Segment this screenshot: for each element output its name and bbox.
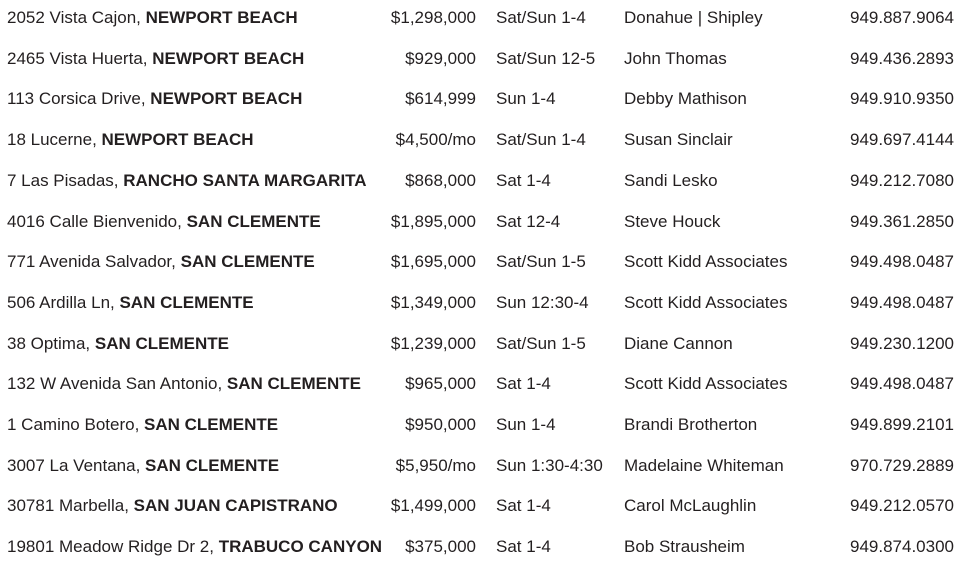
listing-price: $1,298,000 xyxy=(390,8,476,27)
city-name: SAN CLEMENTE xyxy=(119,292,254,312)
open-house-hours: Sat/Sun 1-5 xyxy=(496,252,586,272)
listing-address xyxy=(7,0,298,38)
agent-name: Diane Cannon xyxy=(624,333,733,353)
city-name: SAN JUAN CAPISTRANO xyxy=(133,496,338,516)
agent-name: Carol McLaughlin xyxy=(624,496,757,516)
listing-address xyxy=(7,161,367,201)
listing-address xyxy=(7,283,254,323)
city-name: SAN CLEMENTE xyxy=(186,211,321,231)
street-address: 30781 Marbella, xyxy=(7,496,134,516)
city-name: NEWPORT BEACH xyxy=(145,8,298,27)
agent-name: Steve Houck xyxy=(624,211,721,231)
open-house-hours: Sat 1-4 xyxy=(496,374,551,394)
agent-phone: 949.212.7080 xyxy=(850,170,954,190)
agent-name: Brandi Brotherton xyxy=(624,415,758,434)
open-house-hours: Sat 12-4 xyxy=(496,211,561,231)
listing-row xyxy=(0,202,972,242)
agent-name: Scott Kidd Associates xyxy=(624,252,788,272)
listing-address xyxy=(7,242,315,282)
agent-phone: 949.899.2101 xyxy=(850,415,954,434)
open-house-hours: Sun 1-4 xyxy=(496,415,556,434)
agent-phone: 949.436.2893 xyxy=(850,48,954,68)
agent-name: Sandi Lesko xyxy=(624,170,718,190)
listing-address xyxy=(7,79,302,119)
city-name: NEWPORT BEACH xyxy=(101,130,254,150)
street-address: 506 Ardilla Ln, xyxy=(7,292,120,312)
agent-name: John Thomas xyxy=(624,48,727,68)
street-address: 38 Optima, xyxy=(7,333,95,353)
street-address: 771 Avenida Salvador, xyxy=(7,252,181,272)
listing-address xyxy=(7,202,321,242)
city-name: SAN CLEMENTE xyxy=(145,455,280,475)
city-name: SAN CLEMENTE xyxy=(226,374,362,394)
agent-phone: 949.230.1200 xyxy=(850,333,954,353)
listing-row xyxy=(0,242,972,282)
open-house-hours: Sat 1-4 xyxy=(496,537,551,557)
listing-row xyxy=(0,283,972,323)
open-house-hours: Sat 1-4 xyxy=(496,170,551,190)
listing-address xyxy=(7,324,229,364)
city-name: SAN CLEMENTE xyxy=(94,333,229,353)
listing-row xyxy=(0,0,972,38)
agent-name: Donahue | Shipley xyxy=(624,8,763,27)
listing-row xyxy=(0,324,972,364)
listing-price: $1,349,000 xyxy=(390,292,476,312)
listing-price: $1,895,000 xyxy=(390,211,476,231)
city-name: NEWPORT BEACH xyxy=(152,48,305,68)
listing-price: $868,000 xyxy=(405,170,476,190)
listing-price: $950,000 xyxy=(405,415,476,434)
listing-price: $4,500/mo xyxy=(395,130,476,150)
street-address: 1 Camino Botero, xyxy=(7,415,145,434)
open-house-hours: Sun 1-4 xyxy=(496,89,556,109)
street-address: 18 Lucerne, xyxy=(7,130,102,150)
agent-name: Bob Strausheim xyxy=(624,537,745,557)
street-address: 113 Corsica Drive, xyxy=(7,89,151,109)
listing-row xyxy=(0,120,972,160)
listing-price: $1,239,000 xyxy=(390,333,476,353)
listing-row xyxy=(0,161,972,201)
city-name: SAN CLEMENTE xyxy=(180,252,315,272)
agent-name: Scott Kidd Associates xyxy=(624,292,788,312)
agent-phone: 949.910.9350 xyxy=(850,89,954,109)
open-house-hours: Sat 1-4 xyxy=(496,496,551,516)
street-address: 19801 Meadow Ridge Dr 2, xyxy=(7,537,219,557)
city-name: TRABUCO CANYON xyxy=(218,537,383,557)
city-name: NEWPORT BEACH xyxy=(150,89,303,109)
listing-address xyxy=(7,364,361,404)
open-house-hours: Sat/Sun 1-5 xyxy=(496,333,586,353)
listing-price: $1,499,000 xyxy=(390,496,476,516)
listing-price: $965,000 xyxy=(405,374,476,394)
listing-row xyxy=(0,364,972,404)
agent-phone: 949.874.0300 xyxy=(850,537,954,557)
listing-address xyxy=(7,486,338,526)
listing-row xyxy=(0,527,972,567)
city-name: RANCHO SANTA MARGARITA xyxy=(123,170,367,190)
listing-price: $614,999 xyxy=(405,89,476,109)
open-house-hours: Sat/Sun 1-4 xyxy=(496,8,586,27)
agent-phone: 949.498.0487 xyxy=(850,252,954,272)
agent-phone: 949.887.9064 xyxy=(850,8,954,27)
listing-price: $5,950/mo xyxy=(395,455,476,475)
listing-address xyxy=(7,527,382,567)
agent-phone: 949.697.4144 xyxy=(850,130,954,150)
listing-row xyxy=(0,446,972,486)
agent-name: Madelaine Whiteman xyxy=(624,455,784,475)
listing-address xyxy=(7,120,254,160)
listing-address xyxy=(7,405,278,445)
open-house-hours: Sun 12:30-4 xyxy=(496,292,589,312)
listing-row xyxy=(0,39,972,79)
city-name: SAN CLEMENTE xyxy=(144,415,279,434)
listing-row xyxy=(0,486,972,526)
listing-price: $1,695,000 xyxy=(390,252,476,272)
agent-name: Scott Kidd Associates xyxy=(624,374,788,394)
agent-phone: 970.729.2889 xyxy=(850,455,954,475)
agent-phone: 949.212.0570 xyxy=(850,496,954,516)
agent-phone: 949.361.2850 xyxy=(850,211,954,231)
street-address: 132 W Avenida San Antonio, xyxy=(7,374,227,394)
street-address: 4016 Calle Bienvenido, xyxy=(7,211,187,231)
agent-phone: 949.498.0487 xyxy=(850,292,954,312)
street-address: 3007 La Ventana, xyxy=(7,455,146,475)
agent-phone: 949.498.0487 xyxy=(850,374,954,394)
street-address: 2052 Vista Cajon, xyxy=(7,8,146,27)
listing-price: $929,000 xyxy=(405,48,476,68)
open-house-hours: Sat/Sun 12-5 xyxy=(496,48,596,68)
listing-address xyxy=(7,446,279,486)
listing-row xyxy=(0,405,972,445)
open-house-hours: Sun 1:30-4:30 xyxy=(496,455,603,475)
open-house-hours: Sat/Sun 1-4 xyxy=(496,130,586,150)
street-address: 2465 Vista Huerta, xyxy=(7,48,153,68)
agent-name: Debby Mathison xyxy=(624,89,747,109)
street-address: 7 Las Pisadas, xyxy=(7,170,124,190)
agent-name: Susan Sinclair xyxy=(624,130,733,150)
listing-price: $375,000 xyxy=(405,537,476,557)
listing-row xyxy=(0,79,972,119)
listing-address xyxy=(7,39,304,79)
